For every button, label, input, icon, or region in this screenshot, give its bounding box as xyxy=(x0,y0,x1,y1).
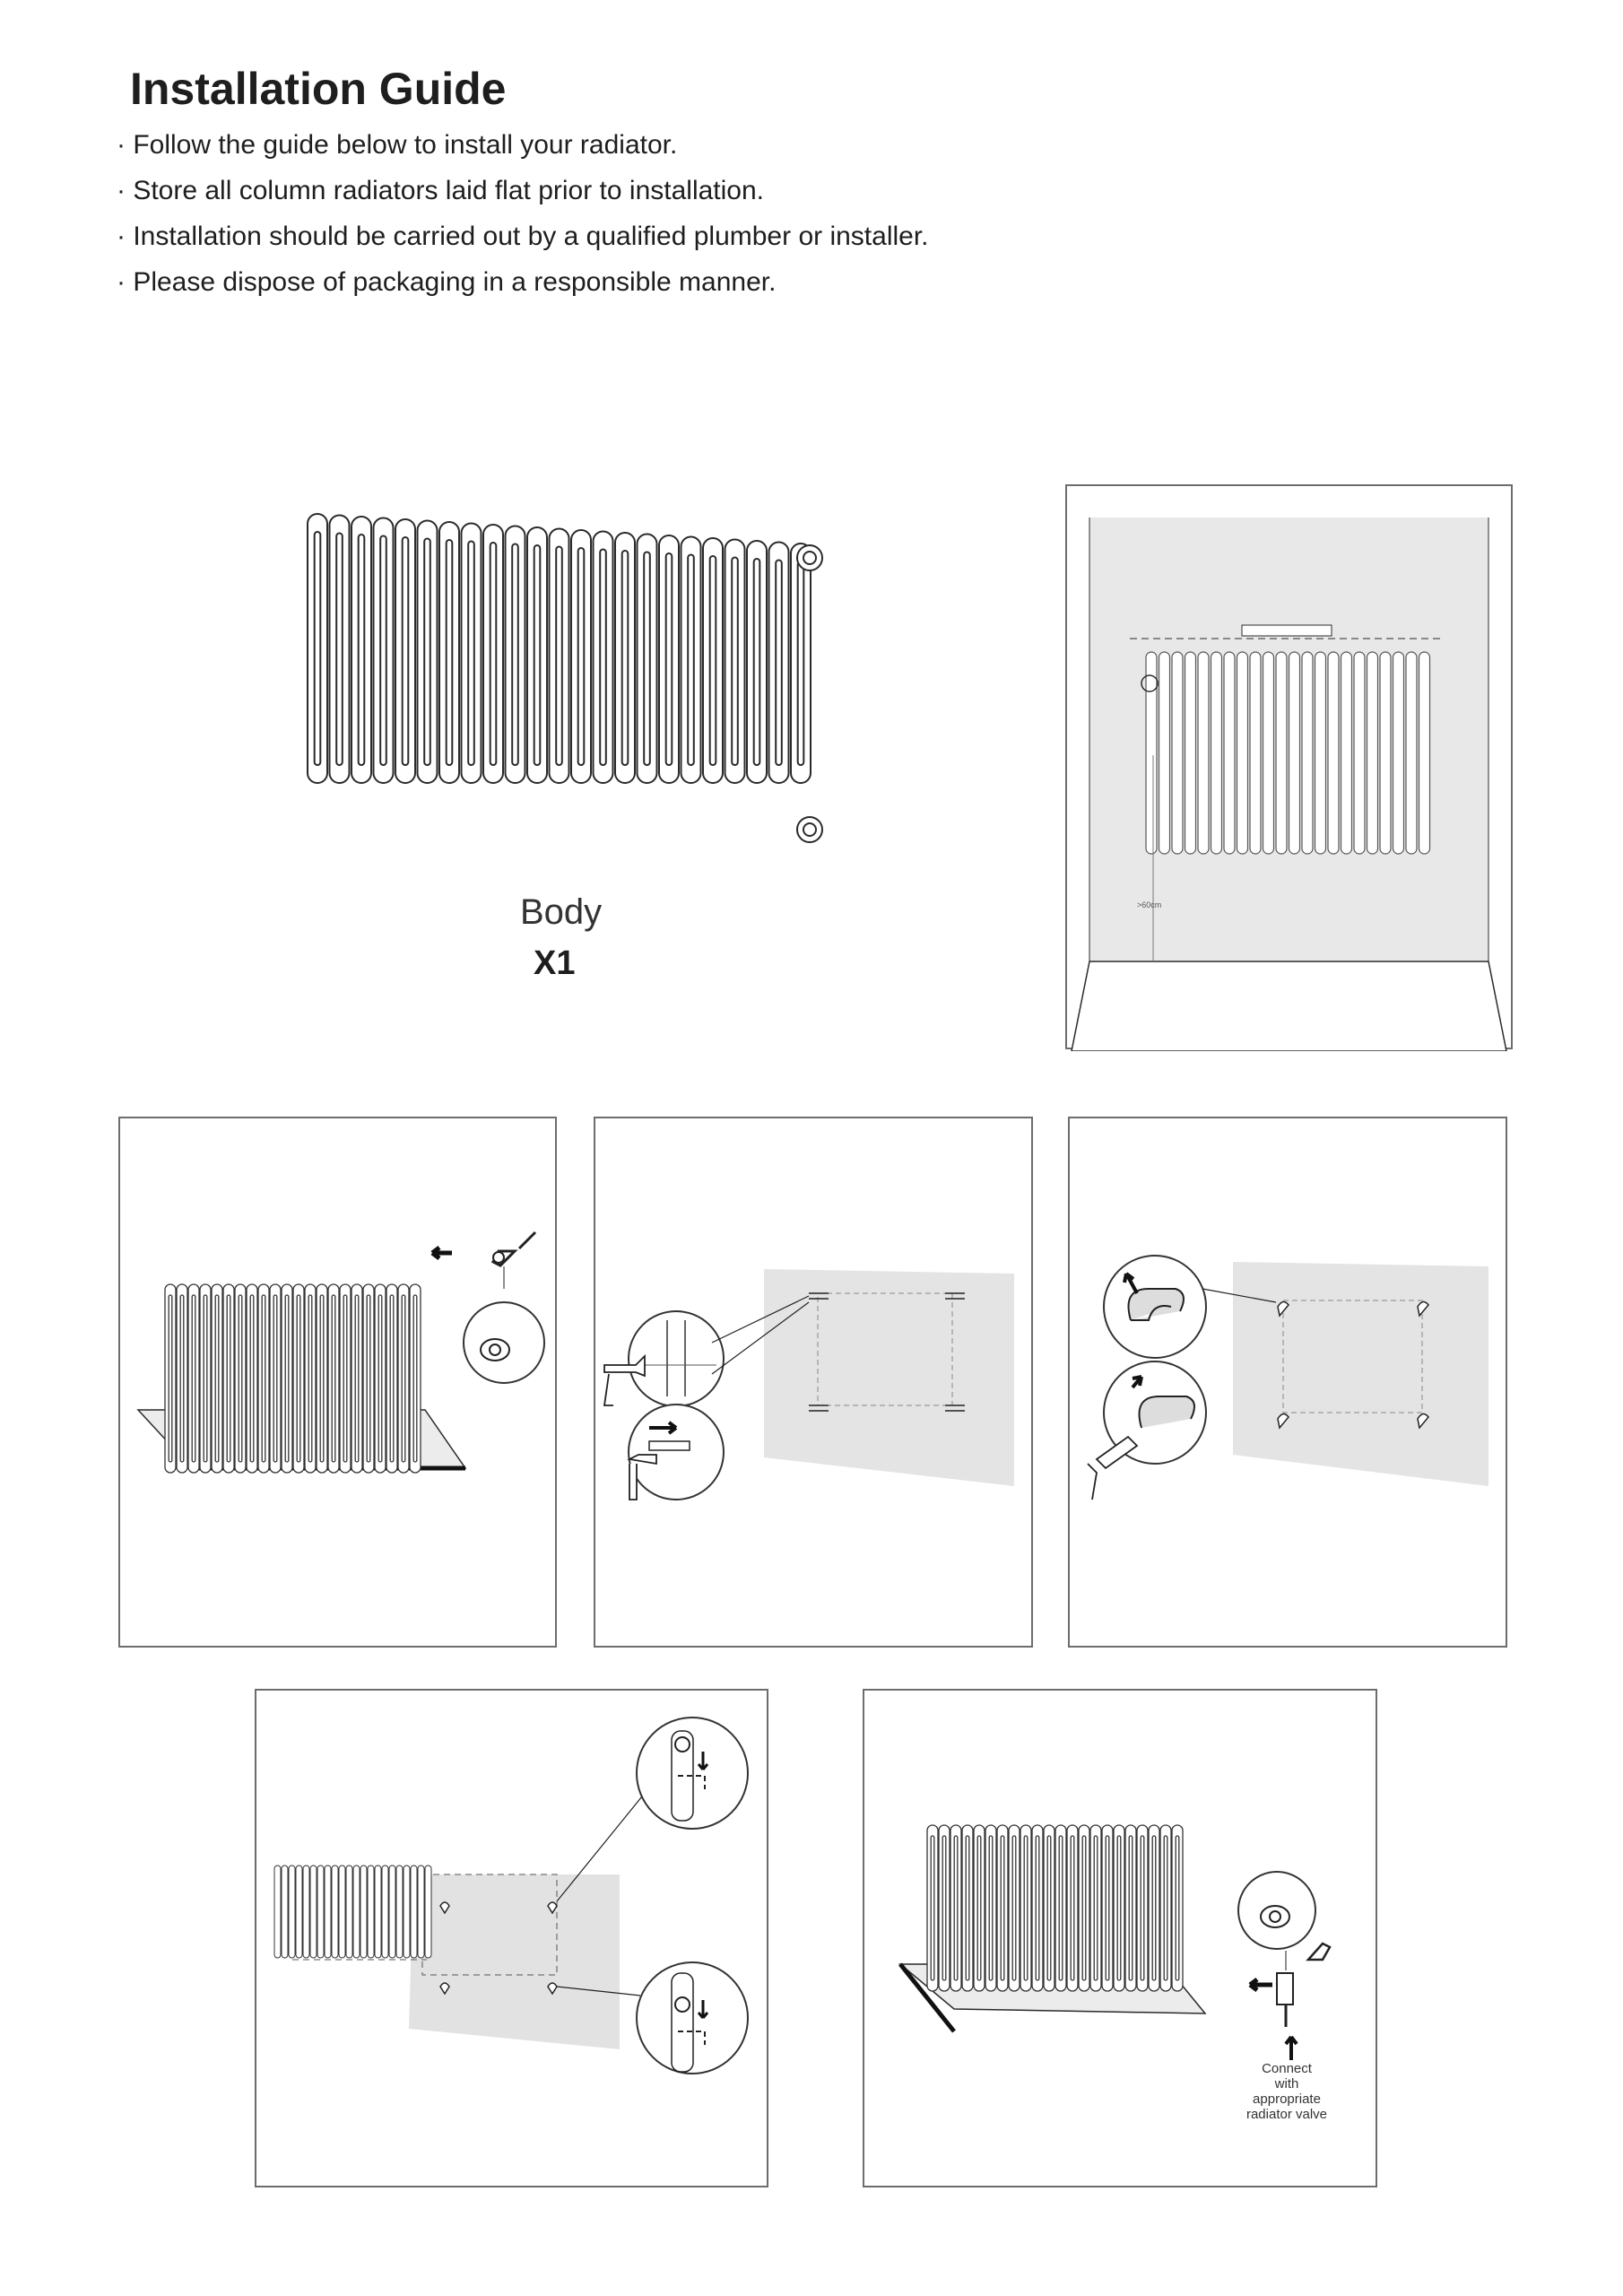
page-title: Installation Guide xyxy=(130,64,507,114)
hang-radiator-diagram xyxy=(256,1691,770,2189)
wall-position-diagram xyxy=(1067,486,1515,1051)
instruction-list xyxy=(117,126,929,309)
instruction-item: · Follow the guide below to install your radiator. xyxy=(117,130,678,160)
step-panel-drill-wall xyxy=(594,1117,1033,1648)
connect-valve-note: Connect with appropriate radiator valve xyxy=(1245,2061,1328,2122)
instruction-item: · Please dispose of packaging in a responsible manner. xyxy=(117,267,777,297)
instruction-item: · Store all column radiators laid flat prior to installation. xyxy=(117,176,764,205)
remove-plugs-diagram xyxy=(120,1118,559,1649)
instruction-item: · Installation should be carried out by a qualified plumber or installer. xyxy=(117,222,929,251)
step-panel-wall-position xyxy=(1065,484,1513,1049)
height-note: >60cm xyxy=(1137,900,1162,909)
step-panel-hang-radiator xyxy=(255,1689,768,2187)
body-part-quantity: X1 xyxy=(534,944,576,982)
step-panel-fix-brackets xyxy=(1068,1117,1507,1648)
step-panel-remove-plugs xyxy=(118,1117,557,1648)
drill-wall-diagram xyxy=(595,1118,1035,1649)
body-part-name: Body xyxy=(520,892,603,932)
fix-brackets-diagram xyxy=(1070,1118,1509,1649)
